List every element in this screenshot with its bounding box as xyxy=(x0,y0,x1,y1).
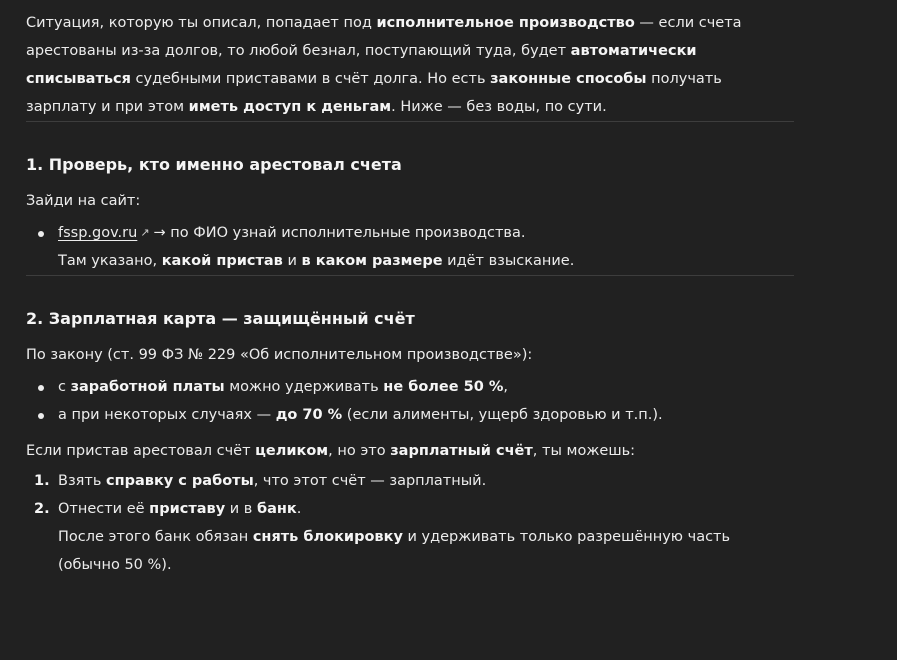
list-item: а при некоторых случаях — до 70 % (если алименты, ущерб здоровью и т.п.). xyxy=(26,401,794,429)
external-link-icon[interactable]: ↗ xyxy=(140,226,150,239)
list-item: 1. Взять справку с работы, что этот счёт — зарплатный. xyxy=(26,467,794,495)
assistant-message xyxy=(26,9,794,579)
fssp-link[interactable]: fssp.gov.ru xyxy=(58,225,138,241)
section-1-list xyxy=(26,219,794,275)
section-1-heading: 1. Проверь, кто именно арестовал счета xyxy=(26,155,402,174)
section-2-steps xyxy=(26,467,794,579)
section-2-lead: По закону (ст. 99 ФЗ № 229 «Об исполнительном производстве»): xyxy=(26,347,533,363)
intro-paragraph: Ситуация, которую ты описал, попадает под исполнительное производство — если счета арестованы из-за долгов, то любой безнал, поступающий туда, будет автоматически списываться судебными приставами в счёт долга. Но есть законные способы получать зарплату и при этом иметь доступ к деньгам. Ниже — без воды, по сути. xyxy=(26,15,742,115)
list-item: с заработной платы можно удерживать не более 50 %, xyxy=(26,373,794,401)
section-divider xyxy=(26,275,794,276)
section-divider xyxy=(26,121,794,122)
bullet-dot-icon xyxy=(38,385,44,391)
step-number: 2. xyxy=(34,501,50,517)
step-number: 1. xyxy=(34,473,50,489)
bullet-dot-icon xyxy=(38,231,44,237)
section-2-paragraph: Если пристав арестовал счёт целиком, но это зарплатный счёт, ты можешь: xyxy=(26,443,636,459)
section-2-heading: 2. Зарплатная карта — защищённый счёт xyxy=(26,309,415,328)
section-1-lead: Зайди на сайт: xyxy=(26,193,141,209)
list-item: fssp.gov.ru ↗ → по ФИО узнай исполнительные производства. Там указано, какой пристав и в каком размере идёт взыскание. xyxy=(26,219,794,275)
bullet-dot-icon xyxy=(38,413,44,419)
section-2-bullets xyxy=(26,373,794,429)
list-item: 2. Отнести её приставу и в банк. После этого банк обязан снять блокировку и удерживать только разрешённую часть (обычно 50 %). xyxy=(26,495,794,579)
